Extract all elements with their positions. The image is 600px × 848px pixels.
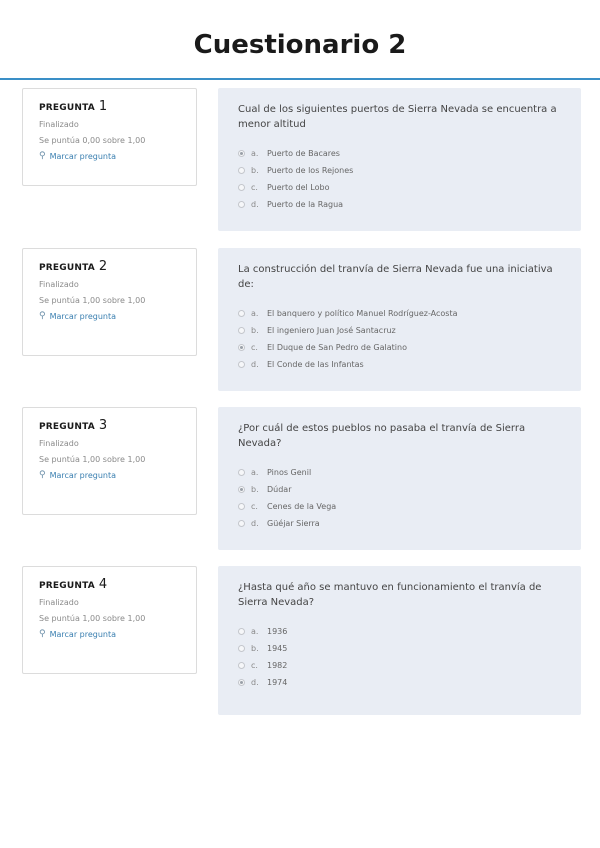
radio-icon[interactable]	[238, 167, 245, 174]
radio-icon[interactable]	[238, 503, 245, 510]
answer-list	[238, 464, 561, 532]
flag-question-label: Marcar pregunta	[49, 629, 117, 639]
question-text: La construcción del tranvía de Sierra Nevada fue una iniciativa de:	[238, 264, 553, 290]
answer-text: Güéjar Sierra	[267, 519, 320, 528]
answer-text: Puerto de los Rejones	[267, 166, 354, 175]
answer-text: Pinos Genil	[267, 468, 312, 477]
answer-text: Cenes de la Vega	[267, 502, 337, 511]
answer-letter: a.	[251, 149, 259, 158]
radio-checked-icon[interactable]	[238, 486, 245, 493]
answer-option[interactable]	[238, 623, 561, 640]
answer-text: El banquero y político Manuel Rodríguez-Acosta	[267, 309, 458, 318]
question-content	[218, 407, 581, 550]
answer-letter: d.	[251, 678, 259, 687]
answer-letter: a.	[251, 309, 259, 318]
answer-option[interactable]	[238, 196, 561, 213]
answer-option[interactable]	[238, 322, 561, 339]
flag-icon: ⚲	[39, 470, 46, 480]
answer-letter: c.	[251, 502, 258, 511]
question-text: ¿Por cuál de estos pueblos no pasaba el tranvía de Sierra Nevada?	[238, 423, 526, 449]
flag-question-label: Marcar pregunta	[49, 311, 117, 321]
question-state: Finalizado	[39, 598, 79, 607]
radio-icon[interactable]	[238, 628, 245, 635]
radio-checked-icon[interactable]	[238, 344, 245, 351]
flag-icon: ⚲	[39, 151, 46, 161]
answer-option[interactable]	[238, 515, 561, 532]
radio-checked-icon[interactable]	[238, 679, 245, 686]
answer-letter: d.	[251, 519, 259, 528]
answer-text: 1974	[267, 678, 288, 687]
question-label-text: PREGUNTA	[39, 103, 95, 113]
answer-letter: b.	[251, 485, 259, 494]
question-label	[39, 577, 180, 592]
question-state: Finalizado	[39, 439, 79, 448]
question-content	[218, 248, 581, 391]
answer-text: Puerto de la Ragua	[267, 200, 344, 209]
question-content	[218, 88, 581, 231]
answer-list	[238, 623, 561, 691]
answer-option[interactable]	[238, 162, 561, 179]
answer-option[interactable]	[238, 498, 561, 515]
flag-question-link[interactable]	[39, 629, 180, 639]
radio-icon[interactable]	[238, 184, 245, 191]
answer-text: El Conde de las Infantas	[267, 360, 364, 369]
flag-icon: ⚲	[39, 629, 46, 639]
radio-icon[interactable]	[238, 201, 245, 208]
answer-letter: c.	[251, 661, 258, 670]
question-info	[22, 566, 197, 674]
question-grade: Se puntúa 1,00 sobre 1,00	[39, 455, 146, 464]
question-label	[39, 259, 180, 274]
answer-option[interactable]	[238, 674, 561, 691]
answer-option[interactable]	[238, 657, 561, 674]
radio-icon[interactable]	[238, 361, 245, 368]
answer-letter: c.	[251, 183, 258, 192]
answer-letter: d.	[251, 200, 259, 209]
answer-text: Puerto de Bacares	[267, 149, 340, 158]
question-number: 4	[98, 577, 108, 592]
flag-question-link[interactable]	[39, 470, 180, 480]
answer-option[interactable]	[238, 356, 561, 373]
answer-list	[238, 305, 561, 373]
answer-option[interactable]	[238, 305, 561, 322]
answer-option[interactable]	[238, 339, 561, 356]
flag-question-link[interactable]	[39, 151, 180, 161]
answer-option[interactable]	[238, 179, 561, 196]
answer-text: 1982	[267, 661, 288, 670]
answer-option[interactable]	[238, 481, 561, 498]
question-state: Finalizado	[39, 120, 79, 129]
question-label-text: PREGUNTA	[39, 263, 95, 273]
header-divider	[0, 78, 600, 80]
question-content	[218, 566, 581, 715]
answer-letter: b.	[251, 644, 259, 653]
question-label	[39, 99, 180, 114]
question-label	[39, 418, 180, 433]
flag-question-label: Marcar pregunta	[49, 470, 117, 480]
answer-option[interactable]	[238, 640, 561, 657]
answer-letter: b.	[251, 326, 259, 335]
answer-letter: b.	[251, 166, 259, 175]
answer-text: Dúdar	[267, 485, 292, 494]
question-text: ¿Hasta qué año se mantuvo en funcionamiento el tranvía de Sierra Nevada?	[238, 582, 542, 608]
question-grade: Se puntúa 1,00 sobre 1,00	[39, 614, 146, 623]
flag-question-link[interactable]	[39, 311, 180, 321]
answer-letter: c.	[251, 343, 258, 352]
radio-icon[interactable]	[238, 645, 245, 652]
radio-icon[interactable]	[238, 327, 245, 334]
question-info	[22, 407, 197, 515]
answer-text: 1945	[267, 644, 288, 653]
question-label-text: PREGUNTA	[39, 581, 95, 591]
answer-text: Puerto del Lobo	[267, 183, 330, 192]
radio-icon[interactable]	[238, 662, 245, 669]
radio-icon[interactable]	[238, 310, 245, 317]
question-text: Cual de los siguientes puertos de Sierra Nevada se encuentra a menor altitud	[238, 104, 557, 130]
flag-icon: ⚲	[39, 311, 46, 321]
question-state: Finalizado	[39, 280, 79, 289]
page-header	[0, 0, 600, 80]
flag-question-label: Marcar pregunta	[49, 151, 117, 161]
radio-icon[interactable]	[238, 520, 245, 527]
page-title: Cuestionario 2	[193, 30, 407, 60]
answer-letter: d.	[251, 360, 259, 369]
answer-text: El ingeniero Juan José Santacruz	[267, 326, 396, 335]
answer-letter: a.	[251, 627, 259, 636]
answer-option[interactable]	[238, 145, 561, 162]
radio-icon[interactable]	[238, 469, 245, 476]
radio-checked-icon[interactable]	[238, 150, 245, 157]
question-number: 3	[98, 418, 108, 433]
question-label-text: PREGUNTA	[39, 422, 95, 432]
answer-text: El Duque de San Pedro de Galatino	[267, 343, 407, 352]
answer-text: 1936	[267, 627, 288, 636]
question-number: 2	[98, 259, 108, 274]
answer-list	[238, 145, 561, 213]
question-info	[22, 88, 197, 186]
question-grade: Se puntúa 1,00 sobre 1,00	[39, 296, 146, 305]
question-grade: Se puntúa 0,00 sobre 1,00	[39, 136, 146, 145]
question-info	[22, 248, 197, 356]
question-number: 1	[98, 99, 108, 114]
answer-letter: a.	[251, 468, 259, 477]
answer-option[interactable]	[238, 464, 561, 481]
